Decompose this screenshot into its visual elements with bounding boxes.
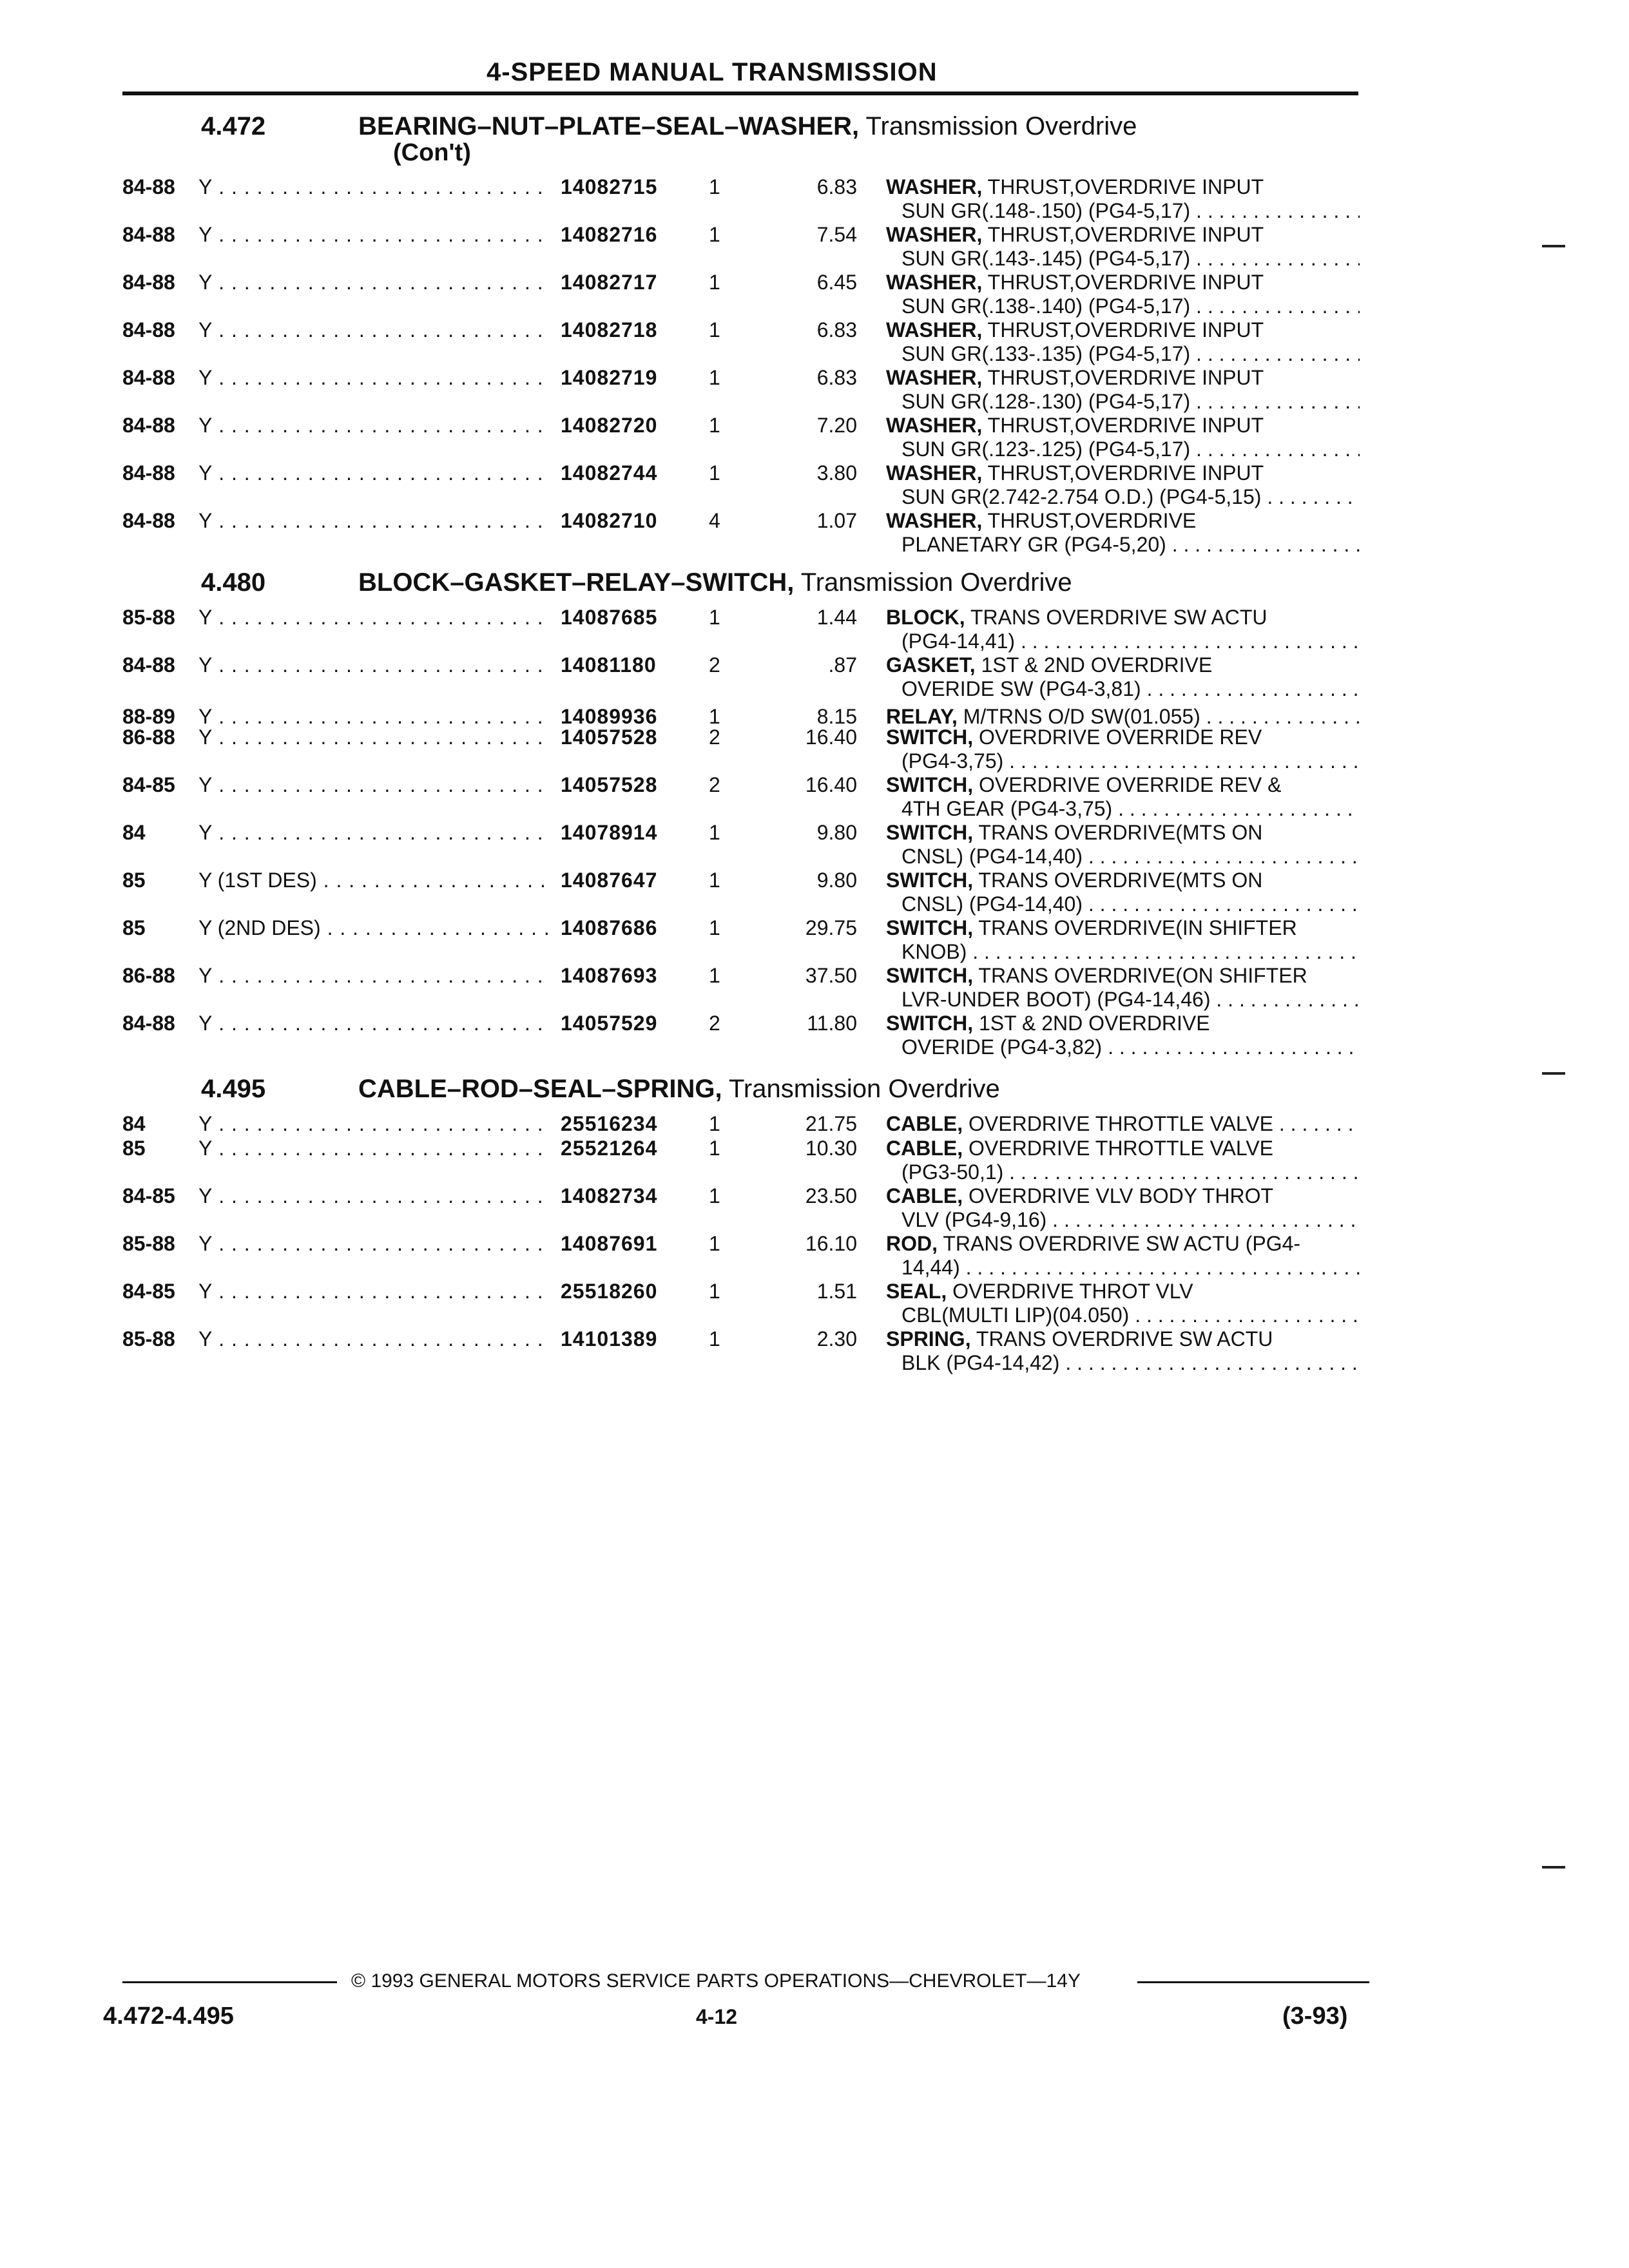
model-code [198, 1112, 549, 1136]
description-line-2: CBL(MULTI LIP)(04.050) . . . [886, 1303, 1360, 1327]
description-line-2: SUN GR(.148-.150) (PG4-5,17) . . . [886, 199, 1360, 223]
quantity: 1 [709, 1327, 720, 1350]
quantity: 1 [709, 271, 720, 294]
part-description [886, 509, 1360, 557]
description-line-1 [886, 1184, 1360, 1208]
model-years: 84-88 [122, 414, 175, 437]
quantity: 1 [709, 1112, 720, 1135]
description-text: TRANS OVERDRIVE SW ACTU [965, 606, 1268, 629]
description-line-2: OVERIDE SW (PG4-3,81) . . . [886, 677, 1360, 701]
part-number: 25521264 [561, 1137, 658, 1160]
margin-mark [1542, 1866, 1565, 1869]
model-years: 85-88 [122, 1232, 175, 1255]
model-code-text: Y [198, 1327, 213, 1350]
unit-price: 16.10 [805, 1232, 857, 1255]
quantity: 1 [709, 705, 720, 728]
description-line-2: OVERIDE (PG4-3,82) . . . [886, 1035, 1360, 1059]
part-description [886, 773, 1360, 821]
unit-price: 3.80 [816, 461, 857, 485]
model-years: 88-89 [122, 705, 175, 728]
part-description [886, 414, 1360, 461]
quantity: 1 [709, 175, 720, 198]
part-name: CABLE, [886, 1184, 963, 1207]
model-code [198, 318, 549, 342]
part-name: WASHER, [886, 175, 983, 198]
part-name: WASHER, [886, 461, 983, 485]
model-code [198, 653, 549, 677]
part-number: 14057528 [561, 726, 658, 749]
model-code [198, 1012, 549, 1035]
part-name: BLOCK, [886, 606, 965, 629]
model-code-text: Y [198, 606, 213, 629]
section-number: 4.480 [201, 568, 266, 597]
description-line-2: SUN GR(.128-.130) (PG4-5,17) . . . [886, 390, 1360, 414]
model-years: 84-88 [122, 175, 175, 198]
part-name: WASHER, [886, 366, 983, 389]
unit-price: 7.20 [816, 414, 857, 437]
description-line-2: SUN GR(.138-.140) (PG4-5,17) . . . [886, 294, 1360, 318]
model-code-text: Y [198, 509, 213, 532]
description-line-2: (PG4-14,41) . . . [886, 629, 1360, 653]
model-years: 84-88 [122, 318, 175, 341]
section-title-rest: Transmission Overdrive [794, 568, 1072, 597]
part-name: WASHER, [886, 414, 983, 437]
description-line-1 [886, 223, 1360, 247]
description-line-1 [886, 606, 1360, 629]
model-code-text: Y (2ND DES) [198, 916, 321, 939]
model-code-text: Y [198, 964, 213, 987]
model-code-text: Y [198, 726, 213, 749]
description-line-1 [886, 1137, 1360, 1160]
quantity: 1 [709, 1184, 720, 1207]
description-line-1 [886, 1327, 1360, 1351]
part-description [886, 869, 1360, 916]
description-line-1 [886, 509, 1360, 533]
quantity: 1 [709, 1232, 720, 1255]
unit-price: 23.50 [805, 1184, 857, 1207]
model-years: 84-85 [122, 1280, 175, 1303]
unit-price: 6.83 [816, 318, 857, 341]
model-code [198, 1280, 549, 1303]
part-description [886, 1137, 1360, 1184]
description-text: THRUST,OVERDRIVE [982, 509, 1197, 532]
model-code [198, 414, 549, 437]
model-years: 84-88 [122, 461, 175, 485]
model-years: 84-88 [122, 1012, 175, 1035]
model-years: 86-88 [122, 726, 175, 749]
part-name: WASHER, [886, 223, 983, 246]
part-name: SWITCH, [886, 821, 974, 844]
footer-page-number: 4-12 [696, 2005, 738, 2028]
description-line-2: SUN GR(.133-.135) (PG4-5,17) . . . [886, 342, 1360, 366]
footer-rule-right [1137, 1981, 1369, 1983]
description-line-1 [886, 869, 1360, 892]
description-line-2: (PG3-50,1) . . . [886, 1160, 1360, 1184]
part-name: WASHER, [886, 318, 983, 341]
part-name: WASHER, [886, 509, 983, 532]
description-text: TRANS OVERDRIVE SW ACTU (PG4- [938, 1232, 1301, 1255]
part-number: 14082716 [561, 223, 658, 246]
margin-mark [1542, 245, 1565, 247]
part-name: GASKET, [886, 653, 976, 677]
model-code-text: Y [198, 1137, 213, 1160]
unit-price: 16.40 [805, 726, 857, 749]
description-text: OVERDRIVE OVERRIDE REV [973, 726, 1262, 749]
footer-rule-left [122, 1981, 337, 1983]
description-line-2: CNSL) (PG4-14,40) . . . [886, 892, 1360, 916]
quantity: 1 [709, 461, 720, 485]
part-description [886, 318, 1360, 366]
part-number: 14082717 [561, 271, 658, 294]
part-number: 14087647 [561, 869, 658, 892]
description-line-2: BLK (PG4-14,42) . . . [886, 1351, 1360, 1375]
unit-price: 2.30 [816, 1327, 857, 1350]
part-description [886, 1012, 1360, 1059]
footer-date: (3-93) [1282, 2003, 1348, 2030]
description-line-1 [886, 1012, 1360, 1035]
model-code-text: Y [198, 1280, 213, 1303]
part-description [886, 271, 1360, 318]
part-description [886, 1184, 1360, 1232]
model-code [198, 1327, 549, 1351]
model-code-text: Y (1ST DES) [198, 869, 317, 892]
part-name: SWITCH, [886, 1012, 974, 1035]
part-number: 14087693 [561, 964, 658, 987]
model-code [198, 1184, 549, 1208]
part-number: 14082710 [561, 509, 658, 532]
unit-price: .87 [828, 653, 857, 677]
model-years: 84-88 [122, 271, 175, 294]
part-number: 14082719 [561, 366, 658, 389]
part-description [886, 606, 1360, 653]
description-text: THRUST,OVERDRIVE INPUT [982, 271, 1264, 294]
part-number: 14087691 [561, 1232, 658, 1255]
unit-price: 29.75 [805, 916, 857, 939]
header-rule [122, 91, 1358, 95]
model-code-text: Y [198, 461, 213, 485]
description-text: THRUST,OVERDRIVE INPUT [982, 175, 1264, 198]
quantity: 1 [709, 964, 720, 987]
model-years: 84-88 [122, 223, 175, 246]
unit-price: 1.44 [816, 606, 857, 629]
model-code [198, 1232, 549, 1256]
model-years: 84-85 [122, 773, 175, 796]
description-line-1 [886, 1280, 1360, 1303]
model-code-text: Y [198, 705, 213, 728]
margin-mark [1542, 1072, 1565, 1075]
quantity: 1 [709, 916, 720, 939]
description-text: TRANS OVERDRIVE(MTS ON [973, 869, 1263, 892]
description-text: THRUST,OVERDRIVE INPUT [982, 223, 1264, 246]
description-text: THRUST,OVERDRIVE INPUT [982, 461, 1264, 485]
part-name: SWITCH, [886, 726, 974, 749]
part-name: SWITCH, [886, 916, 974, 939]
part-number: 25518260 [561, 1280, 658, 1303]
model-code-text: Y [198, 1232, 213, 1255]
quantity: 1 [709, 1137, 720, 1160]
quantity: 1 [709, 223, 720, 246]
part-number: 14078914 [561, 821, 658, 844]
description-line-2: (PG4-3,75) . . . [886, 749, 1360, 773]
quantity: 1 [709, 366, 720, 389]
unit-price: 6.83 [816, 366, 857, 389]
part-number: 14057529 [561, 1012, 658, 1035]
model-years: 85-88 [122, 606, 175, 629]
quantity: 1 [709, 821, 720, 844]
part-number: 14087685 [561, 606, 658, 629]
model-years: 84-88 [122, 366, 175, 389]
description-line-1 [886, 773, 1360, 797]
part-number: 14057528 [561, 773, 658, 796]
description-text: M/TRNS O/D SW(01.055) [957, 705, 1200, 728]
description-text: OVERDRIVE THROTTLE VALVE [963, 1112, 1273, 1135]
model-code-text: Y [198, 821, 213, 844]
description-text: OVERDRIVE THROTTLE VALVE [963, 1137, 1273, 1160]
part-description [886, 821, 1360, 869]
model-code [198, 271, 549, 294]
section-title [358, 112, 1137, 141]
part-description [886, 916, 1360, 964]
quantity: 1 [709, 414, 720, 437]
unit-price: 16.40 [805, 773, 857, 796]
model-years: 85-88 [122, 1327, 175, 1350]
unit-price: 1.51 [816, 1280, 857, 1303]
model-code-text: Y [198, 318, 213, 341]
description-text: OVERDRIVE VLV BODY THROT [963, 1184, 1273, 1207]
description-line-1 [886, 653, 1360, 677]
part-name: WASHER, [886, 271, 983, 294]
section-subtitle: (Con't) [393, 139, 471, 166]
section-title-rest: Transmission Overdrive [722, 1075, 1000, 1103]
part-description [886, 653, 1360, 701]
description-line-2: SUN GR(.143-.145) (PG4-5,17) . . . [886, 247, 1360, 271]
description-text: THRUST,OVERDRIVE INPUT [982, 414, 1264, 437]
description-line-1 [886, 964, 1360, 988]
part-description [886, 461, 1360, 509]
model-code [198, 773, 549, 797]
part-description [886, 726, 1360, 773]
description-line-1 [886, 461, 1360, 485]
part-name: RELAY, [886, 705, 958, 728]
model-years: 84 [122, 821, 146, 844]
model-code [198, 223, 549, 247]
part-description [886, 1280, 1360, 1327]
model-years: 85 [122, 1137, 146, 1160]
description-line-2: LVR-UNDER BOOT) (PG4-14,46) . . . [886, 988, 1360, 1012]
part-number: 14087686 [561, 916, 658, 939]
part-number: 14082744 [561, 461, 658, 485]
model-code [198, 726, 549, 749]
model-code [198, 509, 549, 533]
description-text: OVERDRIVE THROT VLV [947, 1280, 1193, 1303]
description-line-2: SUN GR(2.742-2.754 O.D.) (PG4-5,15) . . . [886, 485, 1360, 509]
part-number: 14081180 [561, 653, 657, 677]
model-years: 84 [122, 1112, 146, 1135]
part-number: 14101389 [561, 1327, 658, 1350]
description-line-2: CNSL) (PG4-14,40) . . . [886, 845, 1360, 869]
quantity: 2 [709, 653, 720, 677]
section-title-bold: CABLE–ROD–SEAL–SPRING, [358, 1075, 722, 1103]
description-text: OVERDRIVE OVERRIDE REV & [973, 773, 1282, 796]
quantity: 1 [709, 869, 720, 892]
model-years: 85 [122, 869, 146, 892]
page-title: 4-SPEED MANUAL TRANSMISSION [487, 58, 938, 86]
part-number: 14082718 [561, 318, 658, 341]
unit-price: 9.80 [816, 821, 857, 844]
description-line-1 [886, 916, 1360, 940]
footer-section-range: 4.472-4.495 [103, 2003, 234, 2030]
part-number: 14089936 [561, 705, 658, 728]
model-code [198, 461, 549, 485]
part-name: SWITCH, [886, 773, 974, 796]
description-text: TRANS OVERDRIVE(MTS ON [973, 821, 1263, 844]
description-line-1 [886, 175, 1360, 199]
unit-price: 11.80 [807, 1012, 857, 1035]
unit-price: 6.83 [816, 175, 857, 198]
model-code-text: Y [198, 653, 213, 677]
description-line-1 [886, 1232, 1360, 1256]
model-code-text: Y [198, 1012, 213, 1035]
section-number: 4.472 [201, 112, 266, 140]
model-code [198, 1137, 549, 1160]
description-text: THRUST,OVERDRIVE INPUT [982, 318, 1264, 341]
quantity: 4 [709, 509, 720, 532]
unit-price: 9.80 [816, 869, 857, 892]
section-title-bold: BLOCK–GASKET–RELAY–SWITCH, [358, 568, 795, 597]
description-text: TRANS OVERDRIVE SW ACTU [970, 1327, 1273, 1350]
description-line-1 [886, 366, 1360, 390]
quantity: 2 [709, 726, 720, 749]
part-number: 25516234 [561, 1112, 658, 1135]
description-text: TRANS OVERDRIVE(IN SHIFTER [973, 916, 1297, 939]
model-code [198, 606, 549, 629]
part-number: 14082720 [561, 414, 658, 437]
section-title-bold: BEARING–NUT–PLATE–SEAL–WASHER, [358, 112, 860, 140]
model-code [198, 366, 549, 390]
model-code-text: Y [198, 271, 213, 294]
quantity: 1 [709, 1280, 720, 1303]
unit-price: 6.45 [816, 271, 857, 294]
model-code-text: Y [198, 1112, 213, 1135]
part-name: CABLE, [886, 1137, 963, 1160]
quantity: 1 [709, 606, 720, 629]
part-name: SEAL, [886, 1280, 947, 1303]
part-description [886, 175, 1360, 223]
quantity: 2 [709, 773, 720, 796]
description-line-2: 4TH GEAR (PG4-3,75) . . . [886, 797, 1360, 821]
model-code [198, 869, 549, 892]
model-code-text: Y [198, 1184, 213, 1207]
footer-copyright: © 1993 GENERAL MOTORS SERVICE PARTS OPERATIONS—CHEVROLET—14Y [351, 1970, 1081, 1992]
unit-price: 10.30 [805, 1137, 857, 1160]
description-line-2: KNOB) . . . [886, 940, 1360, 964]
quantity: 1 [709, 318, 720, 341]
part-number: 14082715 [561, 175, 658, 198]
description-line-1 [886, 726, 1360, 749]
unit-price: 8.15 [816, 705, 857, 728]
section-title-rest: Transmission Overdrive [859, 112, 1137, 140]
description-line-1 [886, 318, 1360, 342]
description-line-1 [886, 271, 1360, 294]
description-line-2: SUN GR(.123-.125) (PG4-5,17) . . . [886, 437, 1360, 461]
unit-price: 1.07 [816, 509, 857, 532]
model-years: 84-88 [122, 653, 175, 677]
model-code-text: Y [198, 773, 213, 796]
section-title [358, 568, 1072, 597]
description-text: TRANS OVERDRIVE(ON SHIFTER [973, 964, 1307, 987]
model-code [198, 964, 549, 988]
model-code [198, 175, 549, 199]
model-code-text: Y [198, 414, 213, 437]
model-years: 85 [122, 916, 146, 939]
section-title [358, 1075, 1000, 1104]
unit-price: 21.75 [805, 1112, 857, 1135]
description-line-2: VLV (PG4-9,16) . . . [886, 1208, 1360, 1232]
model-code [198, 821, 549, 845]
description-line-1 [886, 821, 1360, 845]
part-name: SPRING, [886, 1327, 971, 1350]
description-line-2: 14,44) . . . [886, 1256, 1360, 1280]
part-description [886, 223, 1360, 271]
part-description [886, 1327, 1360, 1375]
part-name: ROD, [886, 1232, 938, 1255]
part-description [886, 1232, 1360, 1280]
model-code-text: Y [198, 366, 213, 389]
description-line-1 [886, 414, 1360, 437]
unit-price: 37.50 [805, 964, 857, 987]
part-name: SWITCH, [886, 964, 974, 987]
part-description [886, 964, 1360, 1012]
part-name: CABLE, [886, 1112, 963, 1135]
model-code [198, 916, 549, 940]
description-text: THRUST,OVERDRIVE INPUT [982, 366, 1264, 389]
description-text: 1ST & 2ND OVERDRIVE [973, 1012, 1210, 1035]
section-number: 4.495 [201, 1075, 266, 1103]
part-description [886, 366, 1360, 414]
part-description [886, 1112, 1360, 1136]
model-years: 84-85 [122, 1184, 175, 1207]
part-number: 14082734 [561, 1184, 658, 1207]
description-line-2: PLANETARY GR (PG4-5,20) . . . [886, 533, 1360, 557]
part-name: SWITCH, [886, 869, 974, 892]
model-years: 86-88 [122, 964, 175, 987]
unit-price: 7.54 [816, 223, 857, 246]
description-text: 1ST & 2ND OVERDRIVE [975, 653, 1213, 677]
quantity: 2 [709, 1012, 720, 1035]
model-years: 84-88 [122, 509, 175, 532]
model-code-text: Y [198, 175, 213, 198]
model-code-text: Y [198, 223, 213, 246]
description-line-1 [886, 1112, 1360, 1136]
